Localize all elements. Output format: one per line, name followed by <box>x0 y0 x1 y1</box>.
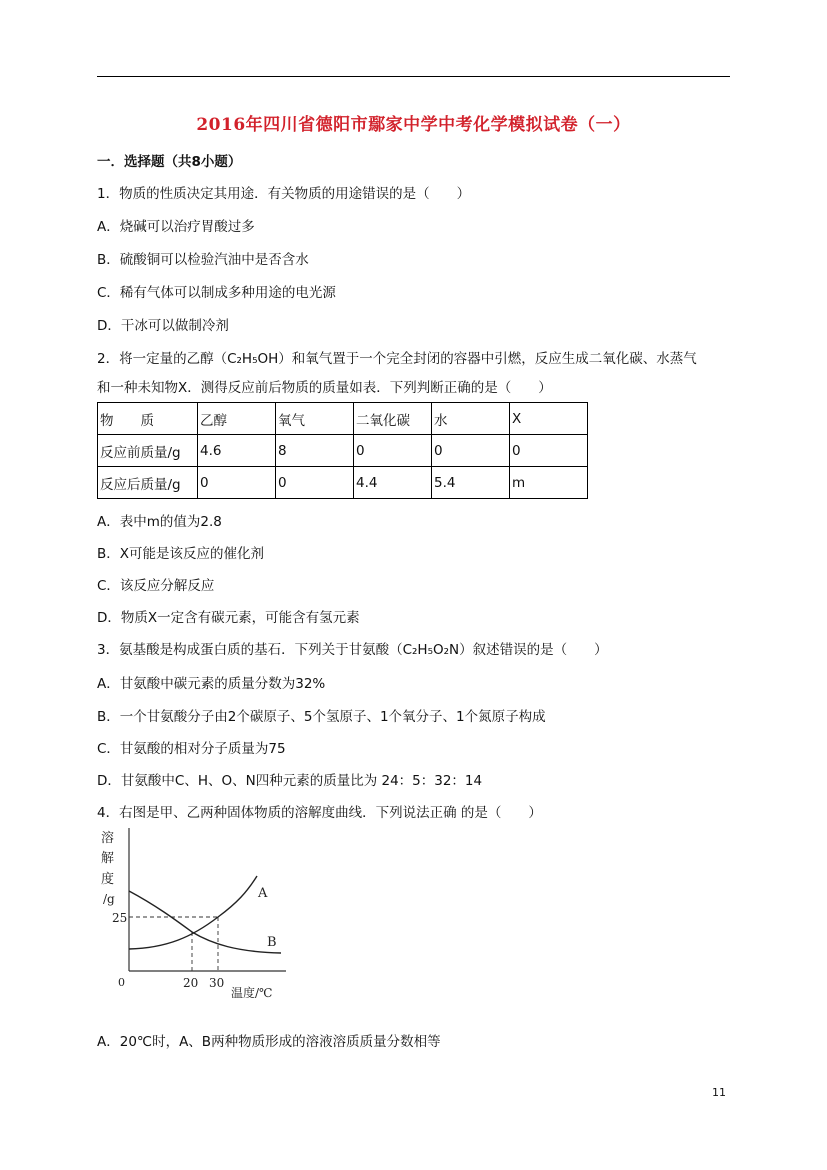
curve-b-label: B <box>267 935 277 950</box>
question-4-stem: 4．右图是甲、乙两种固体物质的溶解度曲线．下列说法正确 的是（ ） <box>97 805 542 821</box>
x-axis-label: 温度/℃ <box>231 986 273 998</box>
question-1-stem: 1．物质的性质决定其用途．有关物质的用途错误的是（ ） <box>97 186 471 202</box>
table-cell: 8 <box>276 435 354 467</box>
question-2-stem-line-2: 和一种未知物X．测得反应前后物质的质量如表．下列判断正确的是（ ） <box>97 380 552 396</box>
table-cell: 4.4 <box>354 467 432 499</box>
table-row <box>98 467 588 499</box>
y-axis-label-3: 度 <box>101 872 115 887</box>
curve-a-line <box>129 876 257 949</box>
table-cell: 0 <box>354 435 432 467</box>
origin-label: 0 <box>118 976 125 989</box>
section-heading: 一．选择题（共8小题） <box>97 154 242 170</box>
question-1-option-b: B．硫酸铜可以检验汽油中是否含水 <box>97 252 309 268</box>
question-3-stem: 3．氨基酸是构成蛋白质的基石．下列关于甘氨酸（C₂H₅O₂N）叙述错误的是（ ） <box>97 642 608 658</box>
question-3-option-a: A．甘氨酸中碳元素的质量分数为32% <box>97 676 326 692</box>
curve-a-label: A <box>258 886 268 901</box>
question-1-option-d: D．干冰可以做制冷剂 <box>97 318 229 334</box>
table-cell: 0 <box>198 467 276 499</box>
question-4-option-a: A．20℃时，A、B两种物质形成的溶液溶质质量分数相等 <box>97 1034 441 1050</box>
question-2-option-b: B．X可能是该反应的催化剂 <box>97 546 265 562</box>
question-3-option-d: D．甘氨酸中C、H、O、N四种元素的质量比为 24：5：32：14 <box>97 773 483 789</box>
table-cell: 5.4 <box>432 467 510 499</box>
question-2-option-c: C．该反应分解反应 <box>97 578 215 594</box>
solubility-curve-figure <box>97 826 289 998</box>
table-header-cell: 二氧化碳 <box>354 403 432 435</box>
table-header-row <box>98 403 588 435</box>
table-cell: 4.6 <box>198 435 276 467</box>
x-tick-20: 20 <box>183 976 199 990</box>
table-header-cell: 氧气 <box>276 403 354 435</box>
question-3-option-c: C．甘氨酸的相对分子质量为75 <box>97 741 286 757</box>
question-2-stem-line-1: 2．将一定量的乙醇（C₂H₅OH）和氧气置于一个完全封闭的容器中引燃，反应生成二氧化碳、水蒸气 <box>97 351 697 367</box>
question-3-option-b: B．一个甘氨酸分子由2个碳原子、5个氢原子、1个氧分子、1个氮原子构成 <box>97 709 546 725</box>
y-tick-25: 25 <box>112 911 128 925</box>
mass-table <box>97 402 588 499</box>
question-2-option-d: D．物质X一定含有碳元素，可能含有氢元素 <box>97 610 360 626</box>
table-cell: 0 <box>432 435 510 467</box>
table-header-cell: X <box>510 403 588 435</box>
question-1-option-a: A．烧碱可以治疗胃酸过多 <box>97 219 255 235</box>
table-header-cell: 乙醇 <box>198 403 276 435</box>
document-title: 2016年四川省德阳市鄢家中学中考化学模拟试卷（一） <box>196 115 631 135</box>
x-tick-30: 30 <box>209 976 225 990</box>
y-axis-label-1: 溶 <box>101 831 115 846</box>
table-cell: 反应前质量/g <box>98 435 198 467</box>
table-cell: m <box>510 467 588 499</box>
y-axis-label-4: /g <box>103 892 115 906</box>
table-cell: 反应后质量/g <box>98 467 198 499</box>
question-2-option-a: A．表中m的值为2.8 <box>97 514 222 530</box>
table-row <box>98 435 588 467</box>
table-header-cell: 水 <box>432 403 510 435</box>
table-header-cell: 物 质 <box>98 403 198 435</box>
y-axis-label-2: 解 <box>101 851 115 866</box>
table-cell: 0 <box>510 435 588 467</box>
header-rule <box>97 76 730 77</box>
page-number: 11 <box>712 1086 726 1099</box>
table-cell: 0 <box>276 467 354 499</box>
question-1-option-c: C．稀有气体可以制成多种用途的电光源 <box>97 285 336 301</box>
